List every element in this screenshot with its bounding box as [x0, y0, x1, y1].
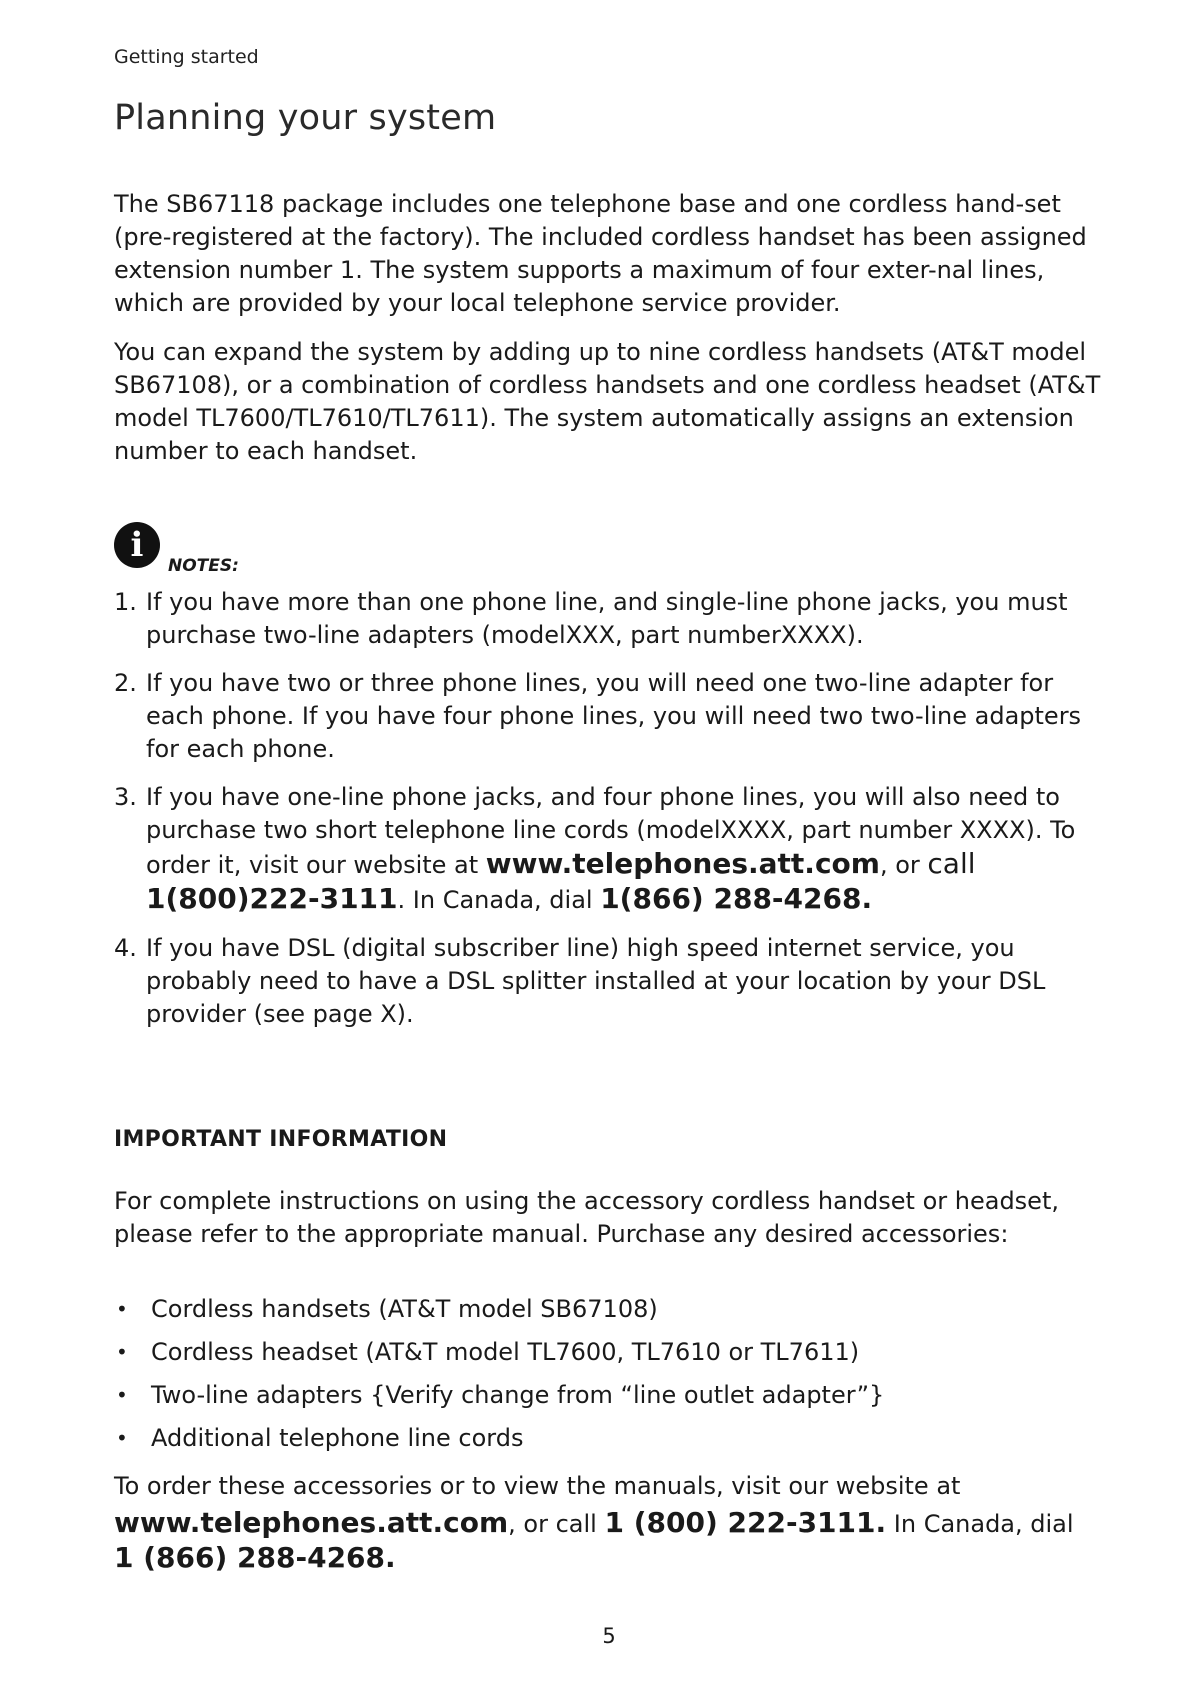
- bullet-icon: •: [116, 1383, 128, 1407]
- note-item-4: [114, 932, 1104, 1031]
- note-text: , or: [879, 851, 928, 879]
- note-item-2: [114, 667, 1104, 766]
- note-number: 2.: [114, 669, 137, 697]
- intro-paragraph-1: The SB67118 package includes one telephone base and one cordless hand-set (pre-registered at the factory). The included cordless handset has been assigned extension number 1. The system supports a maximum of four exter-nal lines, which are provided by your local telephone service provider.: [114, 190, 1087, 317]
- note-item-3: [114, 781, 1104, 917]
- notes-list: [114, 586, 1104, 1046]
- note-text: If you have DSL (digital subscriber line) high speed internet service, you probably need to have a DSL splitter installed at your location by your DSL provider (see page X).: [146, 934, 1046, 1028]
- bullet-icon: •: [116, 1426, 128, 1450]
- bullet-icon: •: [116, 1297, 128, 1321]
- note-text: If you have one-line phone jacks, and four phone lines, you will also need to purchase two short telephone line cords (modelXXXX, part number XXXX). To order it, visit our website at: [146, 783, 1076, 879]
- note-number: 3.: [114, 783, 137, 811]
- note-number: 1.: [114, 588, 137, 616]
- page-title: Planning your system: [114, 98, 497, 138]
- note-number: 4.: [114, 934, 137, 962]
- accessory-list: [114, 1293, 1104, 1465]
- note-text: If you have two or three phone lines, you will need one two-line adapter for each phone. If you have four phone lines, you will need two two-line adapters for each phone.: [146, 669, 1082, 763]
- list-item: • Cordless handsets (AT&T model SB67108): [114, 1293, 1104, 1326]
- list-item: • Additional telephone line cords: [114, 1422, 1104, 1455]
- note-text: . In Canada, dial: [397, 886, 601, 914]
- phone-canada: 1(866) 288-4268.: [600, 882, 873, 915]
- info-icon: i: [114, 522, 160, 568]
- notes-label: NOTES:: [168, 556, 239, 576]
- website-link[interactable]: www.telephones.att.com: [485, 847, 880, 880]
- important-body: For complete instructions on using the accessory cordless handset or headset, please refer to the appropriate manual. Purchase any desired accessories:: [114, 1187, 1059, 1248]
- intro-paragraph-2: You can expand the system by adding up to nine cordless handsets (AT&T model SB67108), or a combination of cordless handsets and one cordless headset (AT&T model TL7600/TL7610/TL7611). The system automatically assigns an extension number to each handset.: [114, 338, 1101, 465]
- note-item-1: [114, 586, 1104, 652]
- important-heading: IMPORTANT INFORMATION: [114, 1127, 448, 1152]
- page-number: 5: [602, 1624, 616, 1648]
- phone-us: 1(800)222-3111: [146, 882, 398, 915]
- phone-canada: 1 (866) 288-4268.: [114, 1541, 396, 1574]
- order-text: To order these accessories or to view the manuals, visit our website at: [114, 1472, 961, 1500]
- note-text: If you have more than one phone line, and single-line phone jacks, you must purchase two-line adapters (modelXXX, part numberXXXX).: [146, 588, 1068, 649]
- list-item: • Two-line adapters {Verify change from “line outlet adapter”}: [114, 1379, 1104, 1412]
- section-label: Getting started: [114, 46, 259, 68]
- call-word: call: [927, 847, 976, 880]
- order-contact-line: www.telephones.att.com, or call 1 (800) 222-3111. In Canada, dial 1 (866) 288-4268.: [114, 1506, 1074, 1574]
- list-item: • Cordless headset (AT&T model TL7600, TL7610 or TL7611): [114, 1336, 1104, 1369]
- phone-us: 1 (800) 222-3111.: [604, 1506, 887, 1539]
- bullet-icon: •: [116, 1340, 128, 1364]
- website-link[interactable]: www.telephones.att.com: [114, 1506, 509, 1539]
